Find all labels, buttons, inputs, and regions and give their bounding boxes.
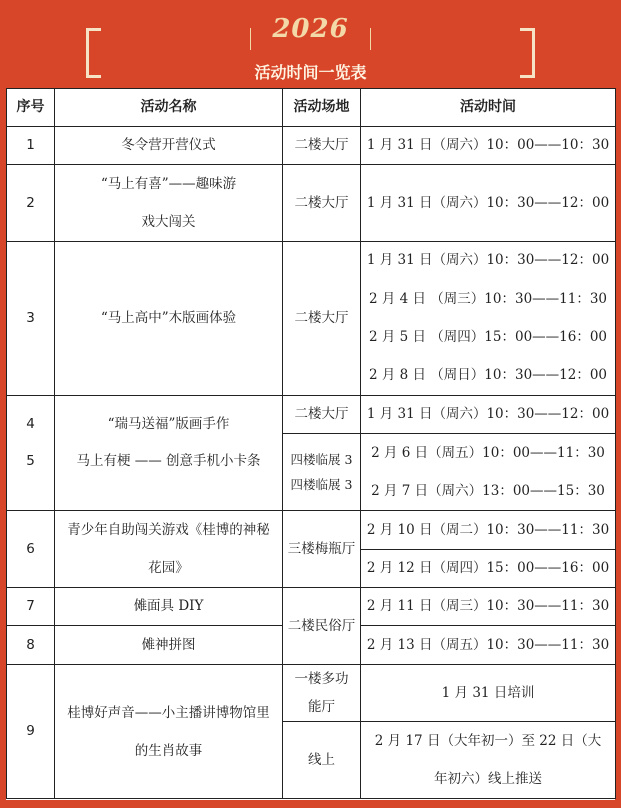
activity-time: 2 月 11 日（周三）10：30——11：30 [361,588,616,626]
row-number: 4 [7,396,55,434]
schedule-table-container [6,88,615,804]
row-number: 1 [7,127,55,165]
activity-name: “马上高中”木版画体验 [55,242,283,396]
page-header [0,0,621,88]
activity-time: 1 月 31 日（周六）10：30——12：00 [361,242,616,280]
activity-time: 2 月 5 日 （周四）15：00——16：00 [361,319,616,357]
venue-line: 四楼临展 3 [290,477,353,492]
activity-name: 冬令营开营仪式 [55,127,283,165]
table-row [7,396,616,434]
activity-venue: 二楼大厅 [283,242,361,396]
activity-venue: 线上 [283,722,361,799]
activity-time [361,434,616,511]
activity-time: 2 月 13 日（周五）10：30——11：30 [361,626,616,665]
row-number: 7 [7,588,55,626]
row-number: 8 [7,626,55,665]
activity-time: 2 月 4 日 （周三）10：30——11：30 [361,280,616,319]
activity-time: 2 月 17 日（大年初一）至 22 日（大年初六）线上推送 [361,722,616,799]
activity-venue [283,434,361,511]
activity-time: 2 月 8 日 （周日）10：30——12：00 [361,357,616,396]
activity-time: 2 月 10 日（周二）10：30——11：30 [361,511,616,550]
row-number: 3 [7,242,55,396]
table-row [7,434,616,511]
table-row [7,127,616,165]
schedule-table [6,88,616,799]
time-line: 2 月 6 日（周五）10：00——11：30 [371,445,605,461]
activity-venue: 二楼大厅 [283,396,361,434]
divider-line-right [370,28,371,50]
column-header-name: 活动名称 [55,89,283,127]
activity-time: 2 月 12 日（周四）15：00——16：00 [361,550,616,588]
table-row [7,665,616,722]
bottom-decoration-strip [0,800,621,808]
activity-name: 青少年自助闯关游戏《桂博的神秘花园》 [55,511,283,588]
table-row [7,242,616,280]
column-header-no: 序号 [7,89,55,127]
table-header-row [7,89,616,127]
venue-line: 四楼临展 3 [290,452,353,467]
column-header-time: 活动时间 [361,89,616,127]
activity-name: 马上有梗 —— 创意手机小卡条 [55,434,283,511]
activity-venue: 二楼大厅 [283,127,361,165]
column-header-venue: 活动场地 [283,89,361,127]
table-row [7,588,616,626]
year-logo: 2026 [272,14,349,44]
activity-time: 1 月 31 日培训 [361,665,616,722]
activity-name: 傩面具 DIY [55,588,283,626]
activity-venue: 二楼大厅 [283,165,361,242]
row-number: 5 [7,434,55,511]
activity-venue: 一楼多功能厅 [283,665,361,722]
activity-name: 桂博好声音——小主播讲博物馆里的生肖故事 [55,665,283,799]
activity-name: “瑞马送福”版画手作 [55,396,283,434]
row-number: 9 [7,665,55,799]
activity-time: 1 月 31 日（周六）10：30——12：00 [361,396,616,434]
row-number: 2 [7,165,55,242]
table-row [7,165,616,242]
activity-time: 1 月 31 日（周六）10：00——10：30 [361,127,616,165]
table-row [7,511,616,550]
activity-venue: 二楼民俗厅 [283,588,361,665]
row-number: 6 [7,511,55,588]
activity-name: 傩神拼图 [55,626,283,665]
time-line: 2 月 7 日（周六）13：00——15：30 [371,483,605,499]
page-title: 活动时间一览表 [254,63,367,82]
activity-time: 1 月 31 日（周六）10：30——12：00 [361,165,616,242]
activity-name: “马上有喜”——趣味游戏大闯关 [55,165,283,242]
activity-venue: 三楼梅瓶厅 [283,511,361,588]
